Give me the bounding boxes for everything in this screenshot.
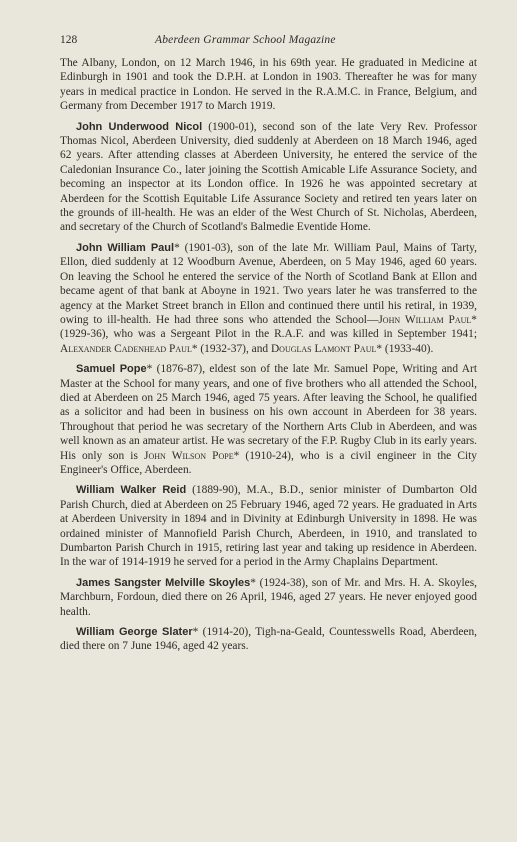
paragraph-text: * (1932-37), and: [191, 342, 271, 355]
paragraph-text: * (1929-36), who was a Sergeant Pilot in the R.A.F. and was killed in September 1941;: [60, 313, 477, 341]
obituary-entry-nicol: [60, 120, 477, 235]
deceased-name: William George Slater: [76, 626, 193, 639]
obituary-entry-reid: [60, 483, 477, 569]
paragraph-text: * (1924-38), son of Mr. and Mrs. H. A. Skoyles, Marchburn, Fordoun, died there on 26 April, 1946, aged 27 years. He never enjoyed good health.: [60, 576, 477, 618]
deceased-name: William Walker Reid: [76, 484, 187, 497]
page-number: 128: [60, 34, 78, 46]
obituary-entry-slater: [60, 625, 477, 654]
paragraph-text: * (1933-40).: [376, 342, 434, 355]
obituary-text: [60, 56, 477, 654]
paragraph-text: * (1914-20), Tigh-na-Geald, Countesswells Road, Aberdeen, died there on 7 June 1946, aged 42 years.: [60, 626, 477, 653]
obituary-continuation: [60, 56, 477, 114]
obituary-entry-pope: [60, 362, 477, 477]
paragraph-text: (1889-90), M.A., B.D., senior minister of Dumbarton Old Parish Church, died at Aberdeen on 25 February 1946, aged 72 years. He graduated in Arts at Aberdeen University in 1894 and in Divinity at Edinburgh University in 1898. He was ordained minister of Mannofield Parish Church, Aberdeen, in 1910, and translated to Dumbarton Parish Church in 1915, retiring last year and taking up residence in Aberdeen. In the war of 1914-1919 he served for a period in the Army Chaplains Department.: [60, 484, 477, 569]
page-header: [60, 34, 477, 46]
son-name: John William Paul: [378, 313, 472, 326]
deceased-name: James Sangster Melville Skoyles: [76, 576, 251, 589]
paragraph-text: The Albany, London, on 12 March 1946, in his 69th year. He graduated in Medicine at Edinburgh in 1901 and took the D.P.H. at London in 1903. Thereafter he was for many years in medical practice in London. He served in the R.A.M.C. in France, Belgium, and Germany from December 1917 to March 1919.: [60, 57, 477, 113]
paragraph-text: * (1901-03), son of the late Mr. William Paul, Mains of Tarty, Ellon, died suddenly at 12 Woodburn Avenue, Aberdeen, on 5 May 1946, aged 60 years. On leaving the School he entered the service of the North of Scotland Bank at Ellon and became agent of that bank at Aboyne in 1921. Two years later he was transferred to the agency at the Market Street branch in Ellon and continued there until his retiral, in 1939, owing to ill-health. He had three sons who attended the School—: [60, 241, 477, 326]
son-name: Douglas Lamont Paul: [270, 342, 377, 355]
deceased-name: John Underwood Nicol: [76, 120, 203, 133]
paragraph-text: (1900-01), second son of the late Very Rev. Professor Thomas Nicol, Aberdeen University, died suddenly at Aberdeen on 18 March 1946, aged 62 years. After attending classes at Aberdeen University, he entered the service of the Caledonian Insurance Co., later joining the Scottish Amicable Life Assurance Society, and becoming an inspector at its London office. In 1926 he was appointed secretary at Aberdeen for the Scottish Equitable Life Assurance Society and retired ten years later on the grounds of ill-health. He was an elder of the West Church of St. Nicholas, Aberdeen, and secretary of the Church of Scotland's Balmedie Eventide Home.: [60, 120, 478, 234]
running-title: Aberdeen Grammar School Magazine: [155, 34, 336, 46]
son-name: John Wilson Pope: [144, 449, 234, 462]
son-name: Alexander Cadenhead Paul: [60, 342, 192, 355]
obituary-entry-skoyles: [60, 576, 477, 619]
deceased-name: Samuel Pope: [76, 363, 147, 376]
paragraph-text: * (1910-24), who is a civil engineer in the City Engineer's Office, Aberdeen.: [60, 449, 477, 476]
paragraph-text: * (1876-87), eldest son of the late Mr. Samuel Pope, Writing and Art Master at the School for many years, and one of five brothers who all attended the School, died at Aberdeen on 25 March 1946, aged 75 years. After leaving the School, he qualified as a solicitor and had been in business on his own account in Aberdeen for 38 years. Throughout that period he was secretary of the Northern Arts Club in Aberdeen, and was well known as an amateur artist. He was secretary of the F.P. Rugby Club in its early years. His only son is: [60, 363, 477, 462]
obituary-entry-paul: [60, 241, 477, 356]
deceased-name: John William Paul: [76, 241, 175, 254]
